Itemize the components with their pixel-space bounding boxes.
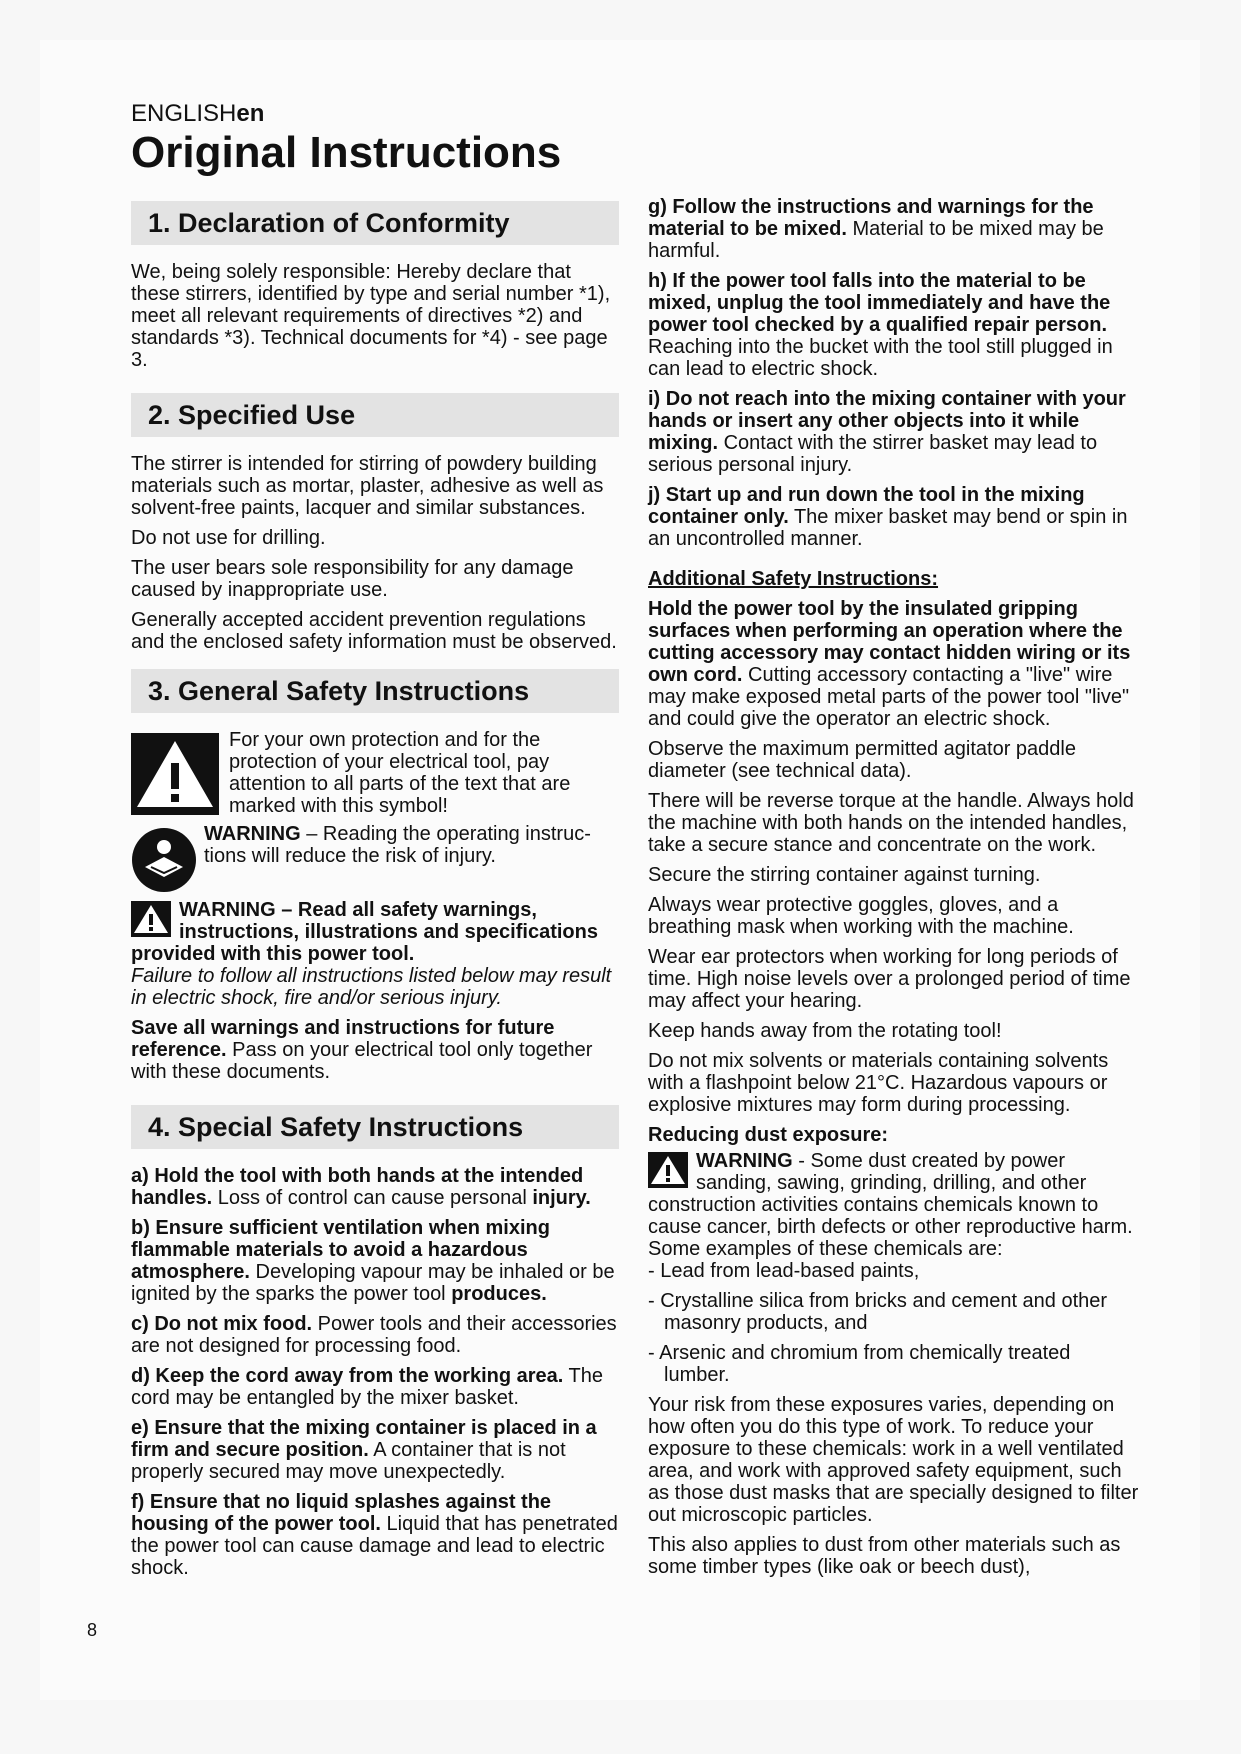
specified-use-p3: The user bears sole responsibility for any damage caused by inappropriate use. bbox=[131, 557, 574, 601]
page-title: Original Instructions bbox=[131, 128, 562, 177]
special-item-f: f) Ensure that no liquid splashes against the housing of the power tool. Liquid that has penetrated the power tool can cause damage and lead to electric shock. bbox=[131, 1491, 618, 1579]
special-item-c: c) Do not mix food. Power tools and their accessories are not designed for processing food. bbox=[131, 1313, 617, 1357]
dust-warning: WARNING - Some dust created by power sanding, sawing, grinding, drilling, and other construction activities contains chemicals known to cause cancer, birth defects or other reproductive harm. Some examples of these chemicals are: bbox=[648, 1150, 1133, 1260]
section-heading-general-safety: 3. General Safety Instructions bbox=[131, 669, 619, 713]
warning-triangle-icon bbox=[131, 733, 219, 815]
warning-triangle-icon bbox=[648, 1152, 688, 1188]
hold-insulated: Hold the power tool by the insulated gripping surfaces when performing an operation where the cutting accessory may contact hidden wiring or its own cord. Cutting accessory contacting a "live" wire may make exposed metal parts of the power tool "live" and could give the operator an electric shock. bbox=[648, 598, 1131, 730]
read-all-warnings: WARNING – Read all safety warnings, instructions, illustrations and specifications provided with this power tool. Failure to follow all instructions listed below may result in electric shock, fire and/or serious injury. bbox=[131, 899, 612, 1009]
special-item-e: e) Ensure that the mixing container is placed in a firm and secure position. A container that is not properly secured may move unexpectedly. bbox=[131, 1417, 597, 1483]
section-heading-declaration: 1. Declaration of Conformity bbox=[131, 201, 619, 245]
specified-use-p1: The stirrer is intended for stirring of powdery building materials such as mortar, plaster, adhesive as well as solvent-free paints, lacquer and similar substances. bbox=[131, 453, 604, 519]
right-column bbox=[648, 196, 1140, 1586]
agitator-diameter: Observe the maximum permitted agitator paddle diameter (see technical data). bbox=[648, 738, 1076, 782]
additional-safety-heading: Additional Safety Instructions: bbox=[648, 568, 939, 590]
language-label: ENGLISHen bbox=[131, 100, 265, 127]
list-item: - Arsenic and chromium from chemically treated lumber. bbox=[648, 1342, 1071, 1386]
symbol-note bbox=[131, 729, 619, 817]
declaration-text: We, being solely responsible: Hereby declare that these stirrers, identified by type and serial number *1), meet all relevant requirements of directives *2) and standards *3). Technical documents for *4) - see page 3. bbox=[131, 261, 611, 371]
special-item-b: b) Ensure sufficient ventilation when mixing flammable materials to avoid a hazardous atmosphere. Developing vapour may be inhaled or be ignited by the sparks the power tool produces. bbox=[131, 1217, 615, 1305]
special-item-j: j) Start up and run down the tool in the mixing container only. The mixer basket may bend or spin in an uncontrolled manner. bbox=[648, 484, 1128, 550]
section-heading-special-safety: 4. Special Safety Instructions bbox=[131, 1105, 619, 1149]
section-heading-specified-use: 2. Specified Use bbox=[131, 393, 619, 437]
ear-protectors: Wear ear protectors when working for long periods of time. High noise levels over a prolonged period of time may affect your hearing. bbox=[648, 946, 1131, 1012]
reverse-torque: There will be reverse torque at the handle. Always hold the machine with both hands on the intended handles, take a secure stance and concentrate on the work. bbox=[648, 790, 1134, 856]
list-item: - Lead from lead-based paints, bbox=[648, 1260, 920, 1282]
read-manual-icon bbox=[131, 827, 197, 893]
list-item: - Crystalline silica from bricks and cement and other masonry products, and bbox=[648, 1290, 1108, 1334]
also-applies-text: This also applies to dust from other materials such as some timber types (like oak or beech dust), bbox=[648, 1534, 1121, 1578]
special-item-a: a) Hold the tool with both hands at the intended handles. Loss of control can cause personal injury. bbox=[131, 1165, 591, 1209]
special-item-i: i) Do not reach into the mixing container with your hands or insert any other objects into it while mixing. Contact with the stirrer basket may lead to serious personal injury. bbox=[648, 388, 1126, 476]
save-warnings: Save all warnings and instructions for future reference. Pass on your electrical tool only together with these documents. bbox=[131, 1017, 593, 1083]
secure-container: Secure the stirring container against turning. bbox=[648, 864, 1041, 886]
read-manual-text: WARNING – Reading the operating instruc-tions will reduce the risk of injury. bbox=[204, 823, 591, 867]
keep-hands-away: Keep hands away from the rotating tool! bbox=[648, 1020, 1002, 1042]
page-number: 8 bbox=[87, 1620, 98, 1640]
dust-heading: Reducing dust exposure: bbox=[648, 1124, 889, 1146]
specified-use-p4: Generally accepted accident prevention regulations and the enclosed safety information must be observed. bbox=[131, 609, 617, 653]
protective-gear: Always wear protective goggles, gloves, and a breathing mask when working with the machine. bbox=[648, 894, 1074, 938]
symbol-note-text: For your own protection and for the protection of your electrical tool, pay attention to all parts of the text that are marked with this symbol! bbox=[229, 729, 571, 817]
left-column bbox=[131, 201, 619, 1587]
read-manual-note bbox=[131, 823, 619, 891]
special-item-h: h) If the power tool falls into the material to be mixed, unplug the tool immediately and have the power tool checked by a qualified repair person. Reaching into the bucket with the tool still plugged in can lead to electric shock. bbox=[648, 270, 1113, 380]
specified-use-p2: Do not use for drilling. bbox=[131, 527, 326, 549]
special-item-g: g) Follow the instructions and warnings for the material to be mixed. Material to be mixed may be harmful. bbox=[648, 196, 1104, 262]
risk-text: Your risk from these exposures varies, depending on how often you do this type of work. To reduce your exposure to these chemicals: work in a well ventilated area, and work with approved safety equipment, such as those dust masks that are specially designed to filter out microscopic particles. bbox=[648, 1394, 1139, 1526]
special-item-d: d) Keep the cord away from the working area. The cord may be entangled by the mixer basket. bbox=[131, 1365, 603, 1409]
solvents-warning: Do not mix solvents or materials containing solvents with a flashpoint below 21°C. Hazardous vapours or explosive mixtures may form during processing. bbox=[648, 1050, 1109, 1116]
warning-triangle-icon bbox=[131, 901, 171, 937]
